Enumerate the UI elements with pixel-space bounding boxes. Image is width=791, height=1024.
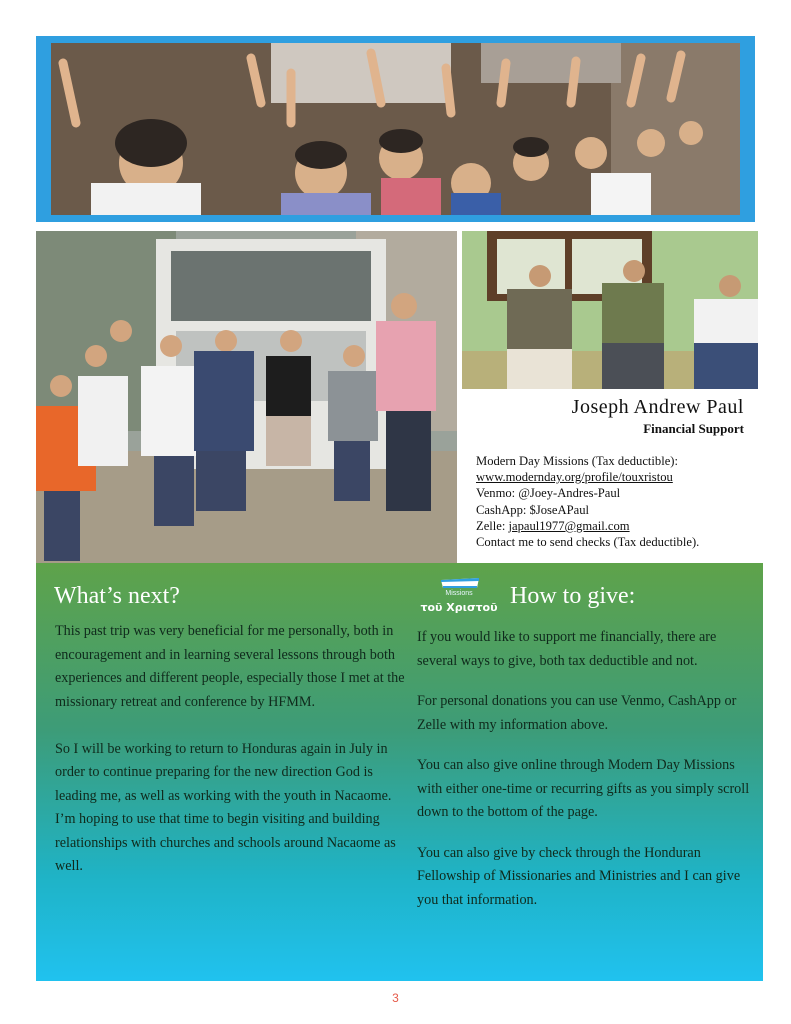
group-truck-photo — [36, 231, 457, 563]
next-paragraph: I’m hoping to use that time to begin visiting and building relationships with churches and schools around Nacaome as well. — [55, 811, 396, 874]
seated-men-photo — [462, 231, 758, 389]
give-paragraph: For personal donations you can use Venmo, CashApp or Zelle with my information above. — [417, 693, 737, 733]
whats-next-text — [55, 620, 405, 879]
how-to-give-text — [417, 626, 757, 929]
contact-name: Joseph Andrew Paul — [571, 396, 744, 418]
top-photo-frame — [36, 36, 755, 222]
children-waving-photo — [51, 43, 740, 215]
whats-next-heading: What’s next? — [54, 583, 180, 609]
page-number: 3 — [392, 991, 399, 1005]
checks-line: Contact me to send checks (Tax deductible). — [476, 535, 700, 550]
how-to-give-heading: How to give: — [510, 583, 636, 609]
contact-role: Financial Support — [643, 421, 744, 436]
logo-missions-text: Missions — [445, 590, 473, 597]
zelle-label: Zelle: — [476, 518, 509, 533]
mdm-label: Modern Day Missions (Tax deductible): — [476, 454, 678, 468]
green-info-panel — [36, 563, 763, 981]
next-paragraph: So I will be working to return to Honduras again in July in order to continue preparing for the new direction God is leading me, as well as working with the youth in Nacaome. — [55, 740, 392, 804]
zelle-line — [476, 518, 766, 534]
give-paragraph: If you would like to support me financially, there are several ways to give, both tax deductible and not. — [417, 629, 717, 669]
cashapp-line: CashApp: $JoseAPaul — [476, 502, 589, 517]
give-paragraph: You can also give online through Modern Day Missions with either one-time or recurring gifts as you simply scroll down to the bottom of the page. — [417, 757, 750, 820]
give-paragraph: You can also give by check through the Honduran Fellowship of Missionaries and Ministries and I can give you that information. — [417, 844, 741, 908]
missions-logo — [416, 573, 502, 623]
venmo-line: Venmo: @Joey-Andres-Paul — [476, 486, 621, 501]
next-paragraph: This past trip was very beneficial for me personally, both in encouragement and in learning several lessons through both experiences and different people, especially those I met at the missionary retreat and conference by HFMM. — [55, 623, 405, 710]
mdm-link[interactable]: www.modernday.org/profile/touxristou — [476, 470, 673, 485]
zelle-email-link[interactable]: japaul1977@gmail.com — [508, 518, 630, 533]
logo-christou-text: τοῦ Χριστοῦ — [420, 601, 498, 614]
honduras-flag-icon — [439, 577, 481, 589]
contact-details — [476, 453, 766, 550]
